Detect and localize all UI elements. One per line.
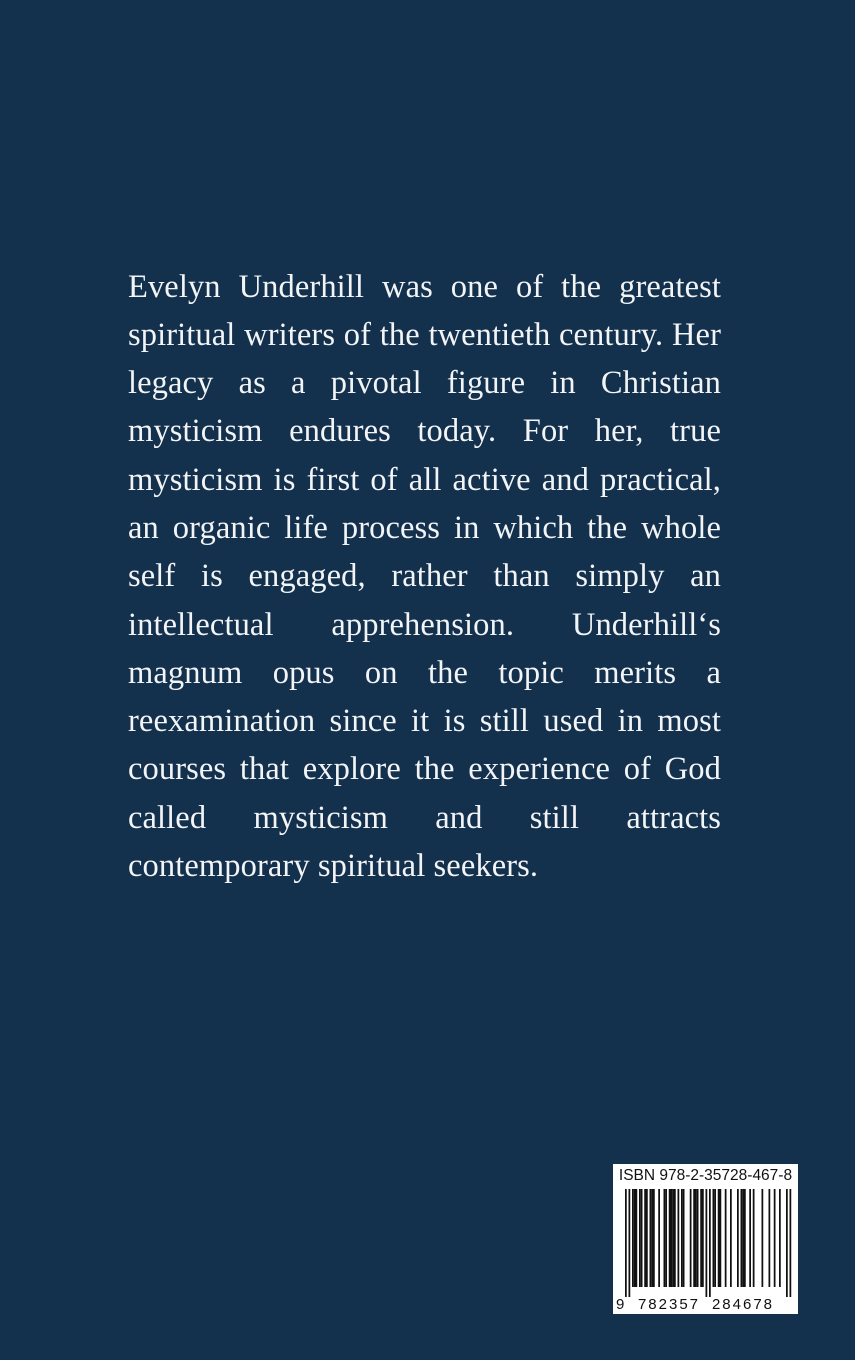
barcode-bar bbox=[695, 1189, 697, 1287]
barcode-bar bbox=[697, 1189, 699, 1287]
barcode-bar bbox=[790, 1189, 792, 1297]
barcode-bar bbox=[636, 1189, 638, 1287]
barcode-bar bbox=[749, 1189, 751, 1287]
barcode-bar bbox=[650, 1189, 652, 1287]
isbn-barcode bbox=[613, 1164, 798, 1314]
barcode-bar bbox=[634, 1189, 636, 1287]
barcode-bar bbox=[669, 1189, 671, 1287]
barcode-bar bbox=[646, 1189, 648, 1287]
barcode-bars bbox=[625, 1189, 791, 1297]
barcode-bar bbox=[674, 1189, 676, 1287]
barcode-bar bbox=[737, 1189, 739, 1287]
barcode-bar bbox=[665, 1189, 667, 1287]
barcode-bar bbox=[700, 1189, 702, 1287]
barcode-bar bbox=[744, 1189, 746, 1287]
barcode-bar bbox=[625, 1189, 627, 1297]
barcode-bar bbox=[690, 1189, 692, 1287]
barcode-bar bbox=[730, 1189, 732, 1287]
barcode-bar bbox=[741, 1189, 743, 1287]
barcode-bar bbox=[786, 1189, 788, 1297]
barcode-right-digits: 284678 bbox=[711, 1296, 775, 1313]
barcode-bar bbox=[714, 1189, 716, 1287]
barcode-bar bbox=[644, 1189, 646, 1287]
barcode-bar bbox=[683, 1189, 685, 1287]
barcode-bar bbox=[658, 1189, 660, 1287]
barcode-left-digits: 782357 bbox=[637, 1296, 701, 1313]
barcode-bar bbox=[664, 1189, 666, 1287]
barcode-bar bbox=[653, 1189, 655, 1287]
barcode-bar bbox=[725, 1189, 727, 1287]
barcode-bar bbox=[779, 1189, 781, 1287]
barcode-graphic bbox=[613, 1187, 798, 1314]
isbn-label: ISBN 978-2-35728-467-8 bbox=[618, 1167, 793, 1184]
barcode-bar bbox=[681, 1189, 683, 1287]
barcode-bar bbox=[706, 1189, 708, 1297]
barcode-bar bbox=[672, 1189, 674, 1287]
barcode-bar bbox=[713, 1189, 715, 1287]
barcode-bar bbox=[753, 1189, 755, 1287]
barcode-bar bbox=[742, 1189, 744, 1287]
barcode-bar bbox=[632, 1189, 634, 1287]
barcode-bar bbox=[702, 1189, 704, 1287]
barcode-bar bbox=[769, 1189, 771, 1287]
barcode-bar bbox=[629, 1189, 631, 1297]
barcode-bar bbox=[651, 1189, 653, 1287]
barcode-bar bbox=[639, 1189, 641, 1287]
barcode-lead-digit: 9 bbox=[616, 1296, 625, 1313]
barcode-bar bbox=[720, 1189, 722, 1287]
barcode-bar bbox=[641, 1189, 643, 1287]
barcode-bar bbox=[774, 1189, 776, 1287]
barcode-bar bbox=[762, 1189, 764, 1287]
barcode-bar bbox=[693, 1189, 695, 1287]
barcode-bar bbox=[678, 1189, 680, 1287]
barcode-bar bbox=[671, 1189, 673, 1287]
book-description: Evelyn Underhill was one of the greatest spiritual writers of the twentieth century. Her legacy as a pivotal figure in Christian mysticism endures today. For her, true mysticism is first of all active and practical, an organic life process in which the whole self is engaged, rather than simply an intellectual apprehension. Underhill‘s magnum opus on the topic merits a reexamination since it is still used in most courses that explore the experience of God called mysticism and still attracts contemporary spiritual seekers. bbox=[128, 268, 721, 885]
barcode-bar bbox=[709, 1189, 711, 1297]
barcode-bar bbox=[718, 1189, 720, 1287]
